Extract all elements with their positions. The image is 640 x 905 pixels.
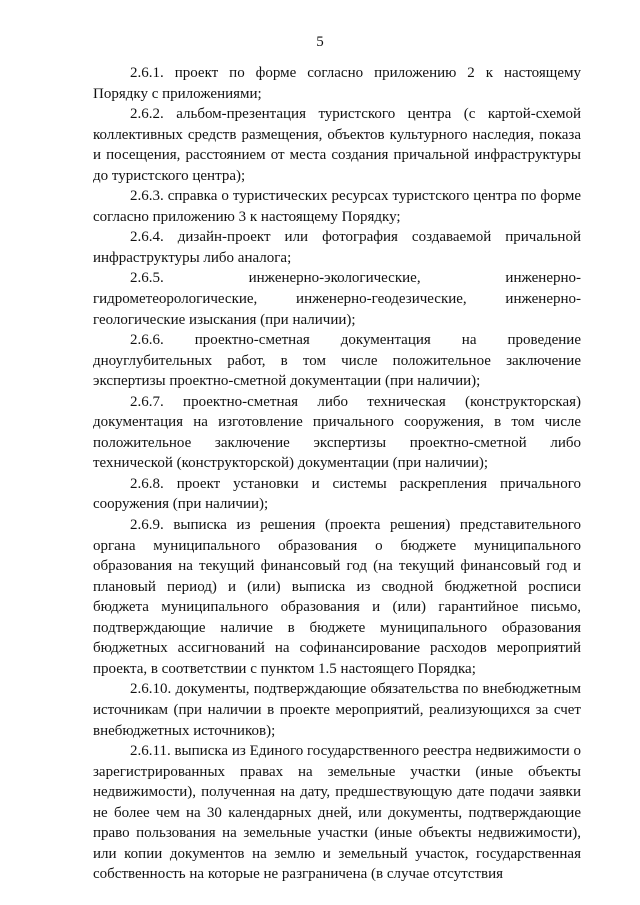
list-item-2-6-10: 2.6.10. документы, подтверждающие обязательства по внебюджетным источникам (при наличии в проекте мероприятий, реализующихся за счет внебюджетных источников); bbox=[93, 681, 581, 739]
list-item-2-6-9: 2.6.9. выписка из решения (проекта решения) представительного органа муниципального образования о бюджете муниципального образования на текущий финансовый год (на текущий финансовый год и плановый период) и (или) выписка из сводной бюджетной росписи бюджета муниципального образования и (или) гарантийное письмо, подтверждающие наличие в бюджете муниципального образования бюджетных ассигнований на софинансирование расходов мероприятий проекта, в соответствии с пунктом 1.5 настоящего Порядка; bbox=[93, 517, 581, 677]
list-item-2-6-8: 2.6.8. проект установки и системы раскрепления причального сооружения (при наличии); bbox=[93, 475, 581, 513]
list-item-2-6-1: 2.6.1. проект по форме согласно приложению 2 к настоящему Порядку с приложениями; bbox=[93, 65, 581, 102]
list-item-2-6-3: 2.6.3. справка о туристических ресурсах туристского центра по форме согласно приложению 3 к настоящему Порядку; bbox=[93, 188, 581, 225]
list-item-2-6-4: 2.6.4. дизайн-проект или фотография создаваемой причальной инфраструктуры либо аналога; bbox=[93, 229, 581, 266]
list-item-2-6-7: 2.6.7. проектно-сметная либо техническая (конструкторская) документация на изготовление причального сооружения, в том числе положительное заключение экспертизы проектно-сметной либо технической (конструкторской) документации (при наличии); bbox=[93, 393, 581, 472]
page-number: 5 bbox=[316, 34, 324, 50]
list-item-2-6-5: 2.6.5. инженерно-экологические, инженерно-гидрометеорологические, инженерно-геодезические, инженерно-геологические изыскания (при наличии); bbox=[93, 270, 581, 328]
list-item-2-6-2: 2.6.2. альбом-презентация туристского центра (с картой-схемой коллективных средств размещения, объектов культурного наследия, показа и посещения, расстоянием от места создания причальной инфраструктуры до туристского центра); bbox=[93, 106, 581, 184]
list-item-2-6-11: 2.6.11. выписка из Единого государственного реестра недвижимости о зарегистрированных правах на земельные участки (иные объекты недвижимости), полученная на дату, предшествующую дате подачи заявки не более чем на 30 календарных дней, или документы, подтверждающие право пользования на земельные участки (иные объекты недвижимости), или копии документов на землю и земельный участок, государственная собственность на которые не разграничена (в случае отсутствия bbox=[93, 743, 581, 883]
document-body bbox=[93, 63, 581, 885]
list-item-2-6-6: 2.6.6. проектно-сметная документация на проведение дноуглубительных работ, в том числе положительное заключение экспертизы проектно-сметной документации (при наличии); bbox=[93, 332, 581, 390]
